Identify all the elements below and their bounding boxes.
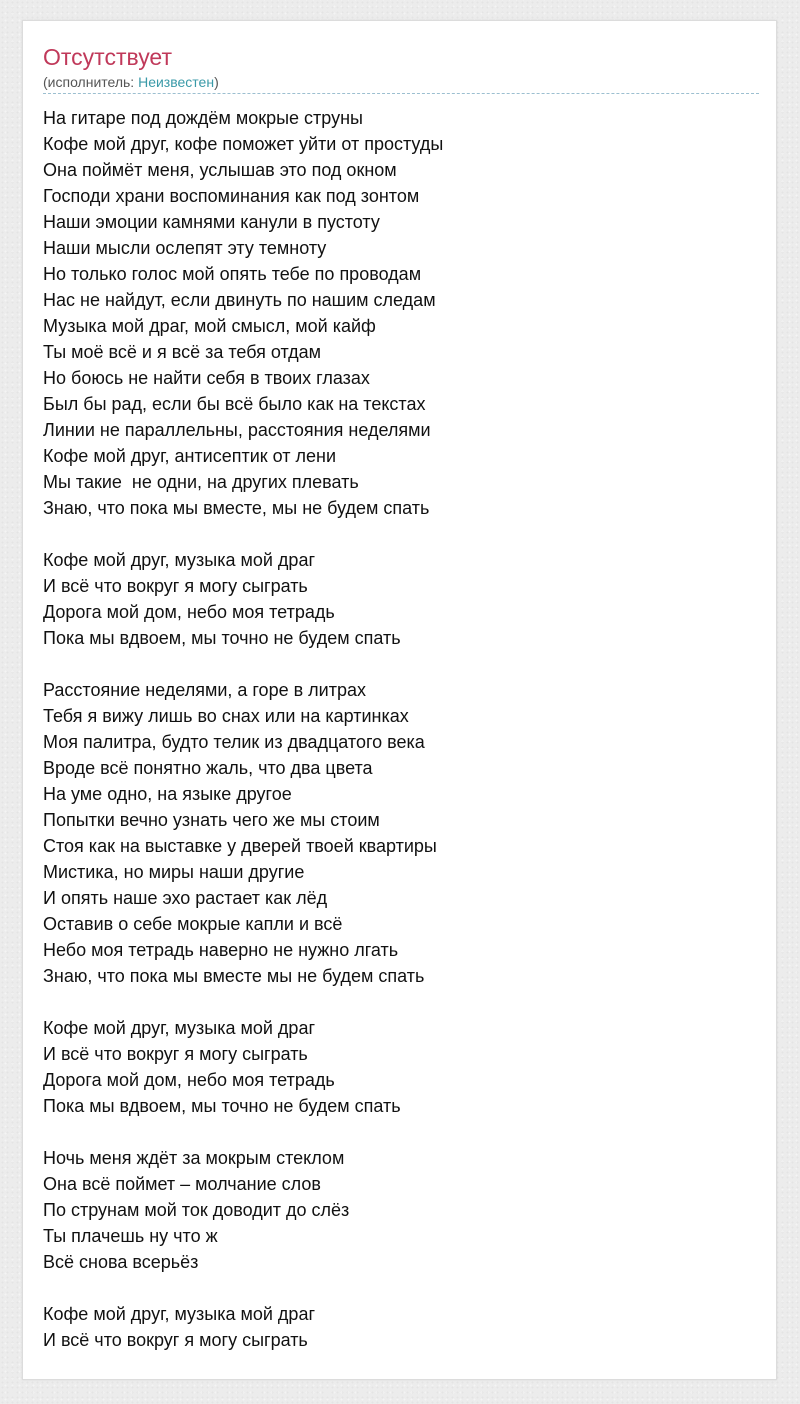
lyrics-line: Наши мысли ослепят эту темноту bbox=[43, 238, 327, 258]
lyrics-line: Пока мы вдвоем, мы точно не будем спать bbox=[43, 628, 401, 648]
lyrics-line: Был бы рад, если бы всё было как на текстах bbox=[43, 394, 426, 414]
lyrics-line: Моя палитра, будто телик из двадцатого века bbox=[43, 732, 425, 752]
lyrics-line: Кофе мой друг, музыка мой драг bbox=[43, 550, 316, 570]
lyrics-line: И всё что вокруг я могу сыграть bbox=[43, 1044, 308, 1064]
lyrics-line: Наши эмоции камнями канули в пустоту bbox=[43, 212, 380, 232]
lyrics-line: Мистика, но миры наши другие bbox=[43, 862, 305, 882]
lyrics-line: Ты плачешь ну что ж bbox=[43, 1226, 218, 1246]
artist-link[interactable]: Неизвестен bbox=[138, 74, 215, 90]
lyrics-line: Линии не параллельны, расстояния неделями bbox=[43, 420, 431, 440]
lyrics-line: Но боюсь не найти себя в твоих глазах bbox=[43, 368, 370, 388]
lyrics-line: Пока мы вдвоем, мы точно не будем спать bbox=[43, 1096, 401, 1116]
lyrics-line: Она всё поймет – молчание слов bbox=[43, 1174, 321, 1194]
lyrics-line: По струнам мой ток доводит до слёз bbox=[43, 1200, 350, 1220]
lyrics-line: Расстояние неделями, а горе в литрах bbox=[43, 680, 366, 700]
song-title: Отсутствует bbox=[43, 44, 172, 70]
lyrics-line: На уме одно, на языке другое bbox=[43, 784, 292, 804]
lyrics-line: Всё снова всерьёз bbox=[43, 1252, 199, 1272]
lyrics-body bbox=[43, 105, 759, 1379]
lyrics-line: Дорога мой дом, небо моя тетрадь bbox=[43, 602, 335, 622]
lyrics-stanza bbox=[43, 1145, 759, 1275]
lyrics-line: Ночь меня ждёт за мокрым стеклом bbox=[43, 1148, 345, 1168]
lyrics-line: Кофе мой друг, музыка мой драг bbox=[43, 1304, 316, 1324]
lyrics-stanza bbox=[43, 547, 759, 651]
lyrics-line: Но только голос мой опять тебе по проводам bbox=[43, 264, 422, 284]
lyrics-line: Дорога мой дом, небо моя тетрадь bbox=[43, 1070, 335, 1090]
lyrics-line: Оставив о себе мокрые капли и всё bbox=[43, 914, 343, 934]
lyrics-card bbox=[22, 20, 777, 1380]
lyrics-line: На гитаре под дождём мокрые струны bbox=[43, 108, 363, 128]
lyrics-line: Кофе мой друг, кофе поможет уйти от простуды bbox=[43, 134, 444, 154]
lyrics-line: Попытки вечно узнать чего же мы стоим bbox=[43, 810, 380, 830]
lyrics-line: Кофе мой друг, музыка мой драг bbox=[43, 1018, 316, 1038]
lyrics-line: Знаю, что пока мы вместе, мы не будем спать bbox=[43, 498, 430, 518]
lyrics-line: Знаю, что пока мы вместе мы не будем спать bbox=[43, 966, 425, 986]
lyrics-line: Тебя я вижу лишь во снах или на картинках bbox=[43, 706, 409, 726]
artist-line bbox=[43, 73, 759, 94]
lyrics-line: Небо моя тетрадь наверно не нужно лгать bbox=[43, 940, 399, 960]
lyrics-stanza bbox=[43, 105, 759, 521]
lyrics-line: Музыка мой драг, мой смысл, мой кайф bbox=[43, 316, 376, 336]
lyrics-line: Вроде всё понятно жаль, что два цвета bbox=[43, 758, 373, 778]
lyrics-line: Она поймёт меня, услышав это под окном bbox=[43, 160, 397, 180]
lyrics-stanza bbox=[43, 1015, 759, 1119]
lyrics-stanza bbox=[43, 677, 759, 989]
lyrics-stanza bbox=[43, 1301, 759, 1353]
artist-prefix: (исполнитель: bbox=[43, 74, 139, 90]
lyrics-line: И всё что вокруг я могу сыграть bbox=[43, 1330, 308, 1350]
lyrics-line: И опять наше эхо растает как лёд bbox=[43, 888, 328, 908]
lyrics-line: Ты моё всё и я всё за тебя отдам bbox=[43, 342, 322, 362]
lyrics-line: Нас не найдут, если двинуть по нашим следам bbox=[43, 290, 436, 310]
lyrics-line: Кофе мой друг, антисептик от лени bbox=[43, 446, 336, 466]
lyrics-line: Мы такие не одни, на других плевать bbox=[43, 472, 359, 492]
lyrics-line: И всё что вокруг я могу сыграть bbox=[43, 576, 308, 596]
lyrics-line: Стоя как на выставке у дверей твоей квартиры bbox=[43, 836, 437, 856]
artist-suffix: ) bbox=[214, 74, 219, 90]
lyrics-line: Господи храни воспоминания как под зонтом bbox=[43, 186, 420, 206]
